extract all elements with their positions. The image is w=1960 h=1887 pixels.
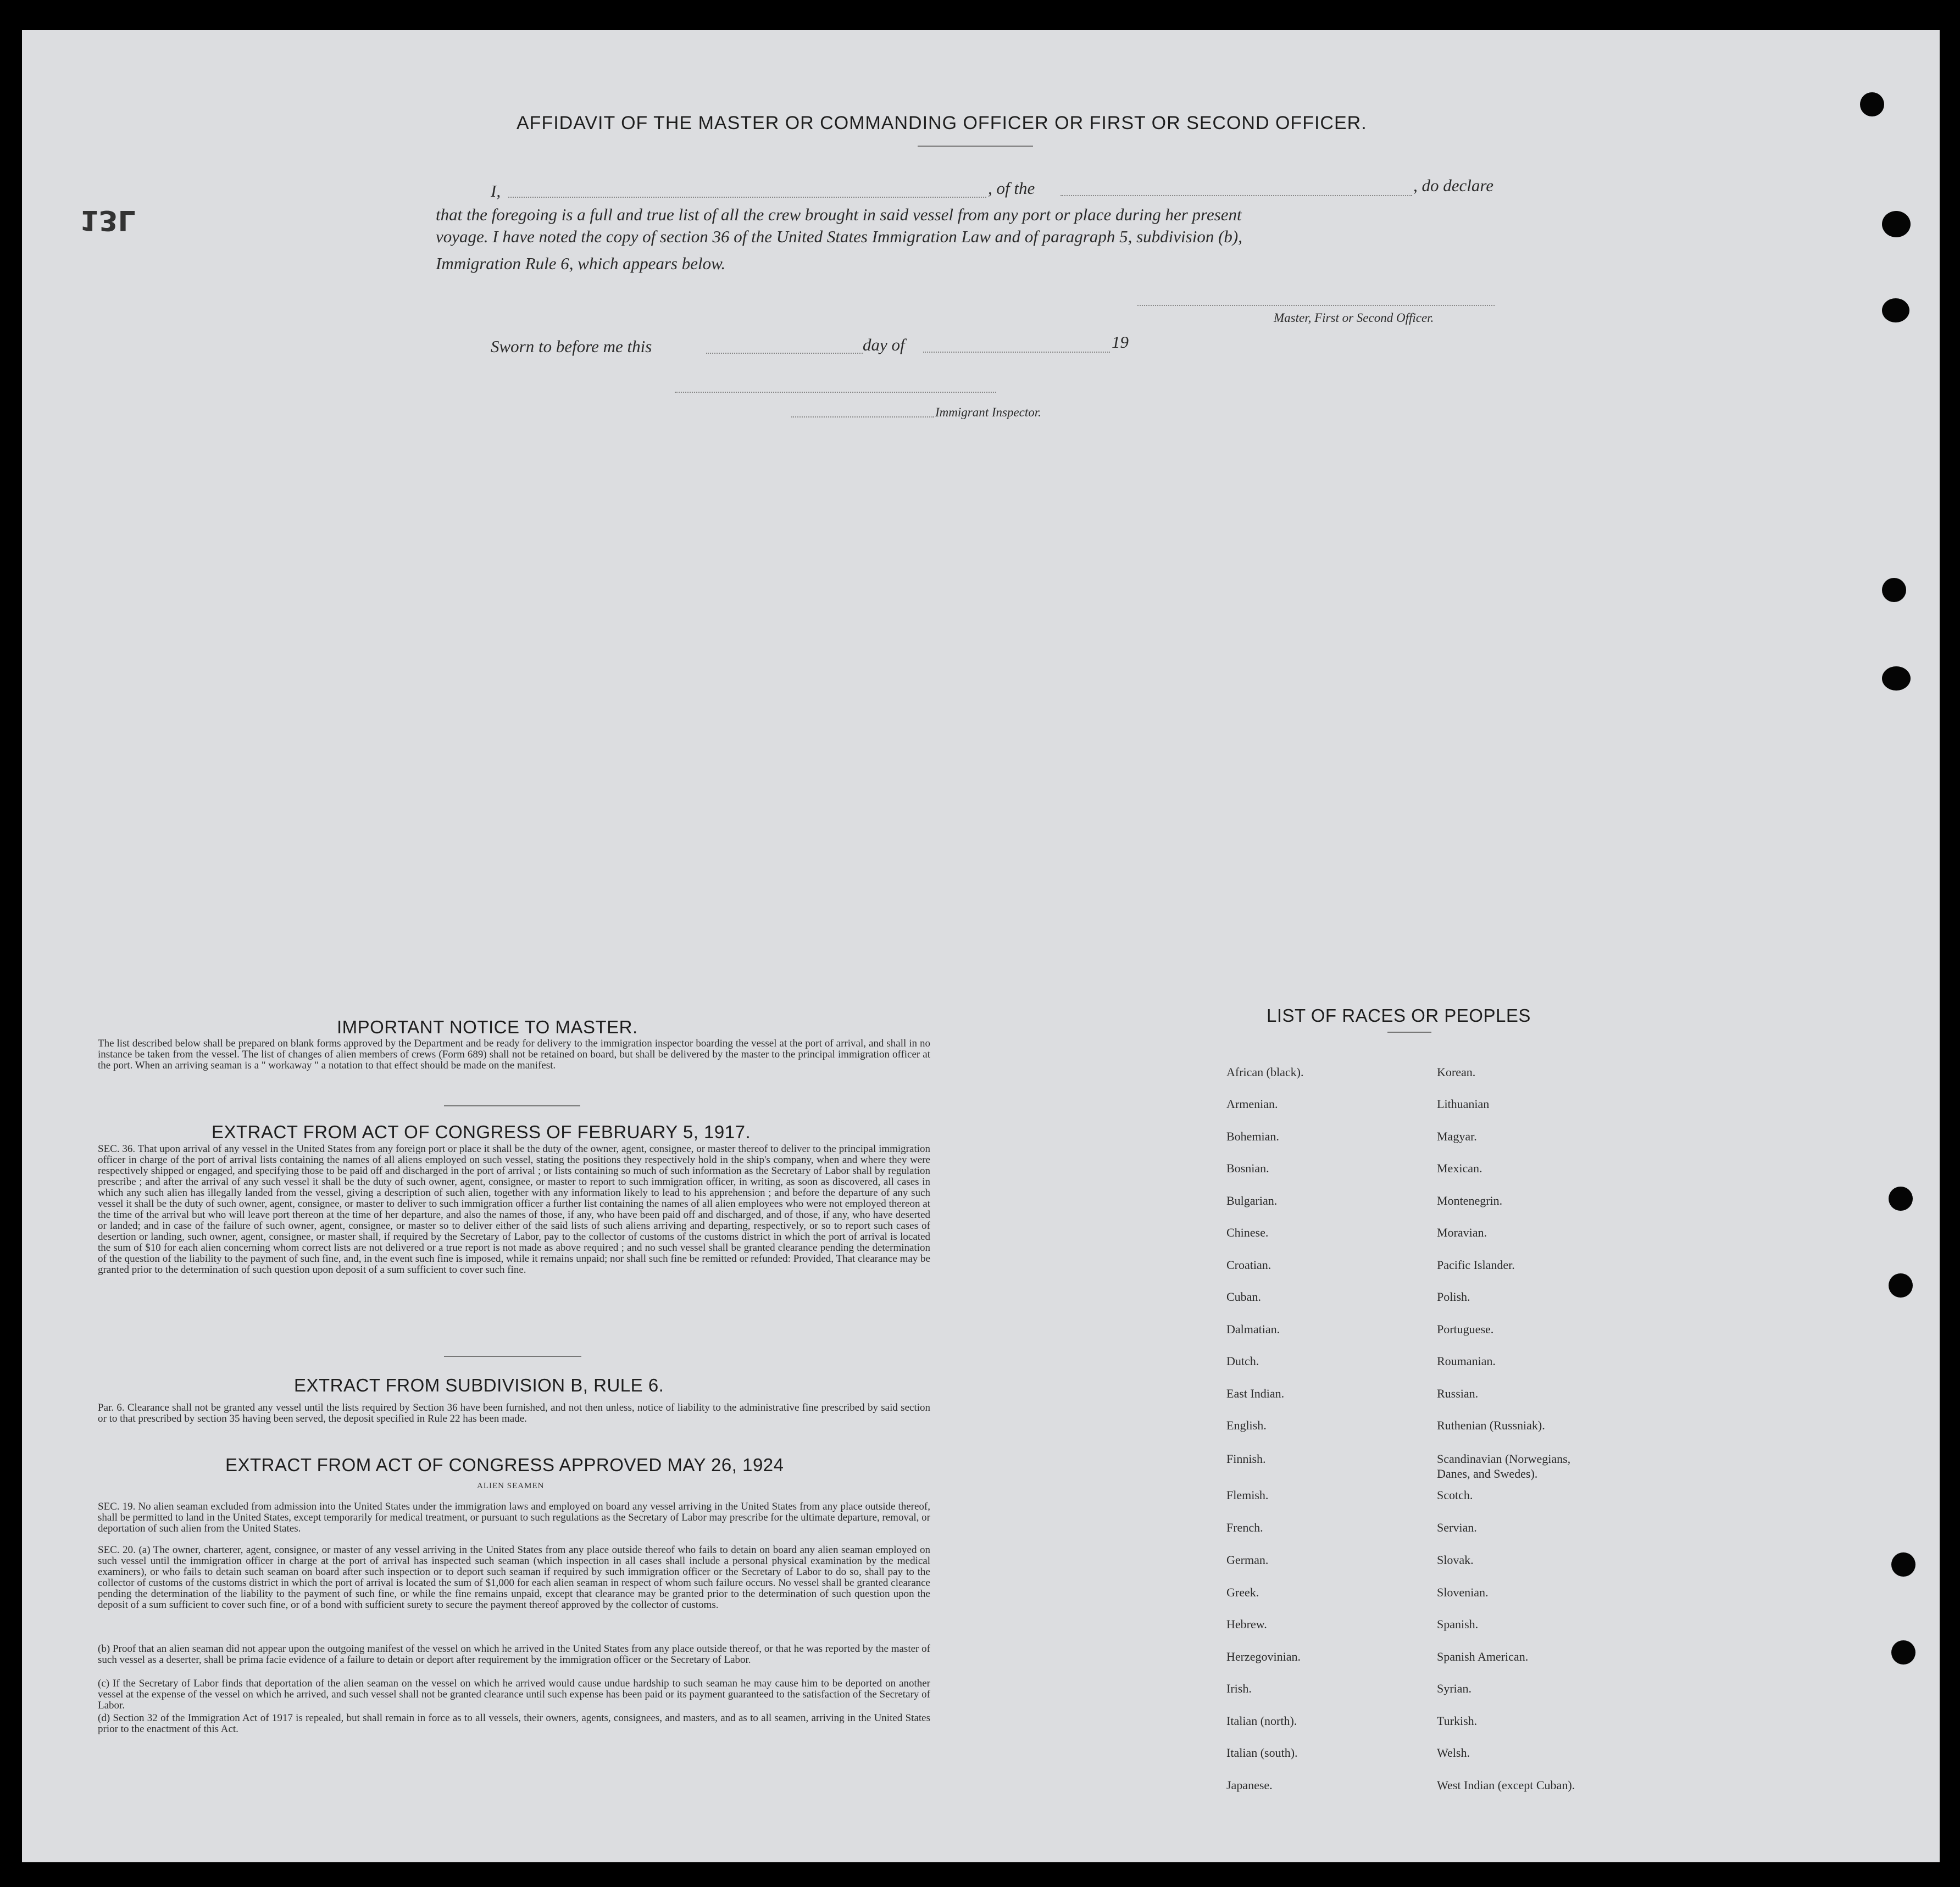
- race-item: Montenegrin.: [1437, 1194, 1503, 1207]
- race-item: English.: [1226, 1418, 1267, 1432]
- inspector-caption: Immigrant Inspector.: [935, 405, 1041, 419]
- race-item: Russian.: [1437, 1387, 1479, 1400]
- race-item: Lithuanian: [1437, 1097, 1490, 1111]
- notice-title: IMPORTANT NOTICE TO MASTER.: [337, 1017, 638, 1037]
- race-item: Roumanian.: [1437, 1354, 1496, 1368]
- race-item: Korean.: [1437, 1065, 1476, 1079]
- race-item: Spanish.: [1437, 1617, 1479, 1631]
- race-item: Italian (south).: [1226, 1746, 1298, 1760]
- divider: [1387, 1032, 1431, 1033]
- inspector-line: [791, 416, 934, 418]
- race-item: East Indian.: [1226, 1387, 1285, 1400]
- extract-rule6-body: Par. 6. Clearance shall not be granted any vessel until the lists required by Section 36 have been furnished, and not then unless, notice of liability to the administrative fine prescribed by said section or to that prescribed by section 35 having been served, the deposit specified in Rule 22 has been made.: [98, 1402, 930, 1424]
- punch-hole: [1882, 211, 1911, 237]
- form-number: 13L: [80, 204, 136, 236]
- affidavit-title: AFFIDAVIT OF THE MASTER OR COMMANDING OFFICER OR FIRST OR SECOND OFFICER.: [517, 113, 1367, 133]
- sworn-text: Sworn to before me this: [491, 337, 652, 356]
- extract-1924-sec20b: (b) Proof that an alien seaman did not appear upon the outgoing manifest of the vessel on which he arrived in the United States from any place outside thereof, or that he was reported by the master of such vessel as a deserter, shall be prima facie evidence of a failure to detain or deport after requirement by the immigration officer or the Secretary of Labor.: [98, 1643, 930, 1666]
- vessel-field-line: [1060, 195, 1412, 196]
- divider: [444, 1356, 581, 1357]
- race-item: French.: [1226, 1521, 1263, 1534]
- sworn-month-line: [923, 352, 1110, 353]
- race-item: Cuban.: [1226, 1290, 1261, 1304]
- inspector-signature-line: [675, 392, 996, 393]
- punch-hole: [1860, 92, 1884, 116]
- race-item: Irish.: [1226, 1682, 1252, 1695]
- extract-1924-sec20a: SEC. 20. (a) The owner, charterer, agent, consignee, or master of any vessel arriving in the United States from any place outside thereof who fails to detain on board any alien seaman employed on such vessel until the immigration officer in charge at the port of arrival has inspected such seaman (which inspection in all cases shall include a personal physical examination by the medical examiners), or who fails to detain such seaman on board after such inspection or to deport such seaman if required by such immigration officer or the Secretary of Labor to do so, shall pay to the collector of customs of the customs district in which the port of arrival is located the sum of $1,000 for each alien seaman in respect of whom such failure occurs. No vessel shall be granted clearance pending the determination of the liability to the payment of such fine, or while the fine remains unpaid, except that clearance may be granted prior to the determination of such question upon the deposit of a sum sufficient to cover such fine, or of a bond with sufficient surety to secure the payment thereof approved by the collector of customs.: [98, 1544, 930, 1611]
- extract-1924-subtitle: ALIEN SEAMEN: [477, 1482, 545, 1490]
- punch-hole: [1889, 1187, 1913, 1211]
- race-item: Greek.: [1226, 1585, 1259, 1599]
- extract-1917-body: SEC. 36. That upon arrival of any vessel in the United States from any foreign port or place it shall be the duty of the owner, agent, consignee, or master thereof to deliver to the principal immigration officer in charge of the port of arrival lists containing the names of all aliens employed on such vessel, stating the positions they respectively hold in the ship's company, when and where they were respectively shipped or engaged, and specifying those to be paid off and discharged in the port of arrival ; or lists containing so much of such information as the Secretary of Labor shall by regulation prescribe ; and after the arrival of any such vessel it shall be the duty of such owner, agent, consignee, or master to report to such immigration officer, in writing, as soon as discovered, all cases in which any such alien has illegally landed from the vessel, giving a description of such alien, together with any information likely to lead to his apprehension ; and before the departure of any such vessel it shall be the duty of such owner, agent, consignee, or master to deliver to such immigration officer a further list containing the names of all alien employees who were not employed thereon at the time of the arrival but who will leave port thereon at the time of her departure, and also the names of those, if any, who have been paid off and discharged, and of those, if any, who have deserted or landed; and in case of the failure of such owner, agent, consignee, or master so to deliver either of the said lists of such aliens arriving and departing, respectively, or so to report such cases of desertion or landing, such owner, agent, consignee, or master shall, if required by the Secretary of Labor, pay to the collector of customs of the customs district in which the port of arrival is located the sum of $10 for each alien concerning whom correct lists are not delivered or a true report is not made as above required ; and no such vessel shall be granted clearance pending the determination of the question of the liability to the payment of such fine, and, in the event such fine is imposed, while it remains unpaid; nor shall such fine be remitted or refunded: Provided, That clearance may be granted prior to the determination of such question upon deposit of a sum sufficient to cover such fine.: [98, 1143, 930, 1276]
- signature-line: [1137, 305, 1495, 306]
- race-item: Scandinavian (Norwegians, Danes, and Swedes).: [1437, 1452, 1571, 1480]
- year-prefix: 19: [1112, 332, 1129, 352]
- race-item: West Indian (except Cuban).: [1437, 1778, 1575, 1792]
- punch-hole: [1882, 666, 1911, 691]
- extract-1924-sec19: SEC. 19. No alien seaman excluded from admission into the United States under the immigration laws and employed on board any vessel arriving in the United States from any place outside thereof, shall be permitted to land in the United States, except temporarily for medical treatment, or pursuant to such regulations as the Secretary of Labor may prescribe for the ultimate departure, removal, or deportation of such alien from the United States.: [98, 1501, 930, 1534]
- extract-1917-title: EXTRACT FROM ACT OF CONGRESS OF FEBRUARY 5, 1917.: [212, 1122, 751, 1142]
- divider: [918, 146, 1033, 147]
- race-item: Japanese.: [1226, 1778, 1273, 1792]
- punch-hole: [1882, 578, 1906, 602]
- race-item: Ruthenian (Russniak).: [1437, 1418, 1545, 1432]
- divider: [444, 1105, 580, 1106]
- day-of-text: day of: [863, 335, 905, 354]
- race-item: Polish.: [1437, 1290, 1470, 1304]
- affidavit-declare: , do declare: [1413, 176, 1494, 195]
- notice-body: The list described below shall be prepared on blank forms approved by the Department and be ready for delivery to the immigration inspector boarding the vessel at the port of arrival, and shall in no instance be taken from the vessel. The list of changes of alien members of crews (Form 689) shall not be retained on board, but shall be delivered by the master to the principal immigration officer at the port. When an arriving seaman is a " workaway " a notation to that effect should be made on the manifest.: [98, 1038, 930, 1071]
- race-item: Scotch.: [1437, 1488, 1473, 1502]
- race-item: Dalmatian.: [1226, 1322, 1280, 1336]
- race-item: Armenian.: [1226, 1097, 1278, 1111]
- race-item: Flemish.: [1226, 1488, 1269, 1502]
- race-item: Finnish.: [1226, 1452, 1266, 1466]
- race-item: Pacific Islander.: [1437, 1258, 1515, 1272]
- race-item: Bulgarian.: [1226, 1194, 1278, 1207]
- race-item: Servian.: [1437, 1521, 1477, 1534]
- race-item: Welsh.: [1437, 1746, 1470, 1760]
- race-item: Portuguese.: [1437, 1322, 1494, 1336]
- extract-1924-title: EXTRACT FROM ACT OF CONGRESS APPROVED MAY 26, 1924: [225, 1455, 784, 1475]
- extract-1924-sec20c: (c) If the Secretary of Labor finds that deportation of the alien seaman on the vessel on which he arrived would cause undue hardship to such seaman he may cause him to be deported on another vessel at the expense of the vessel on which he arrived, and such vessel shall not be granted clearance until such expense has been paid or its payment guaranteed to the satisfaction of the Secretary of Labor.: [98, 1678, 930, 1711]
- signer-caption: Master, First or Second Officer.: [1274, 311, 1434, 325]
- race-item: Magyar.: [1437, 1129, 1477, 1143]
- race-item: Slovak.: [1437, 1553, 1474, 1567]
- extract-rule6-title: EXTRACT FROM SUBDIVISION B, RULE 6.: [294, 1375, 664, 1395]
- sworn-day-line: [706, 353, 863, 354]
- name-field-line: [508, 197, 986, 198]
- race-item: Spanish American.: [1437, 1650, 1529, 1663]
- affidavit-line4: Immigration Rule 6, which appears below.: [436, 254, 726, 273]
- races-title: LIST OF RACES OR PEOPLES: [1267, 1005, 1531, 1026]
- affidavit-i: I,: [491, 181, 501, 201]
- race-item: Croatian.: [1226, 1258, 1271, 1272]
- race-item: Moravian.: [1437, 1226, 1487, 1239]
- race-item: Chinese.: [1226, 1226, 1269, 1239]
- race-item: Herzegovinian.: [1226, 1650, 1301, 1663]
- race-item: African (black).: [1226, 1065, 1304, 1079]
- punch-hole: [1891, 1552, 1915, 1577]
- race-item: Dutch.: [1226, 1354, 1259, 1368]
- extract-1924-sec20d: (d) Section 32 of the Immigration Act of 1917 is repealed, but shall remain in force as to all vessels, their owners, agents, consignees, and masters, and as to all seamen, arriving in the United States prior to the enactment of this Act.: [98, 1712, 930, 1735]
- punch-hole: [1891, 1640, 1915, 1665]
- punch-hole: [1889, 1273, 1913, 1298]
- race-item: Italian (north).: [1226, 1714, 1297, 1728]
- race-item: Bohemian.: [1226, 1129, 1279, 1143]
- race-item: Turkish.: [1437, 1714, 1478, 1728]
- affidavit-line3: voyage. I have noted the copy of section 36 of the United States Immigration Law and of paragraph 5, subdivision (b),: [436, 227, 1242, 246]
- race-item: Bosnian.: [1226, 1161, 1269, 1175]
- race-item: Mexican.: [1437, 1161, 1483, 1175]
- race-item: German.: [1226, 1553, 1269, 1567]
- race-item: Slovenian.: [1437, 1585, 1489, 1599]
- race-item: Syrian.: [1437, 1682, 1472, 1695]
- affidavit-line2: that the foregoing is a full and true list of all the crew brought in said vessel from any port or place during her present: [436, 205, 1242, 224]
- affidavit-of-the: , of the: [988, 179, 1035, 198]
- punch-hole: [1882, 298, 1909, 322]
- race-item: Hebrew.: [1226, 1617, 1267, 1631]
